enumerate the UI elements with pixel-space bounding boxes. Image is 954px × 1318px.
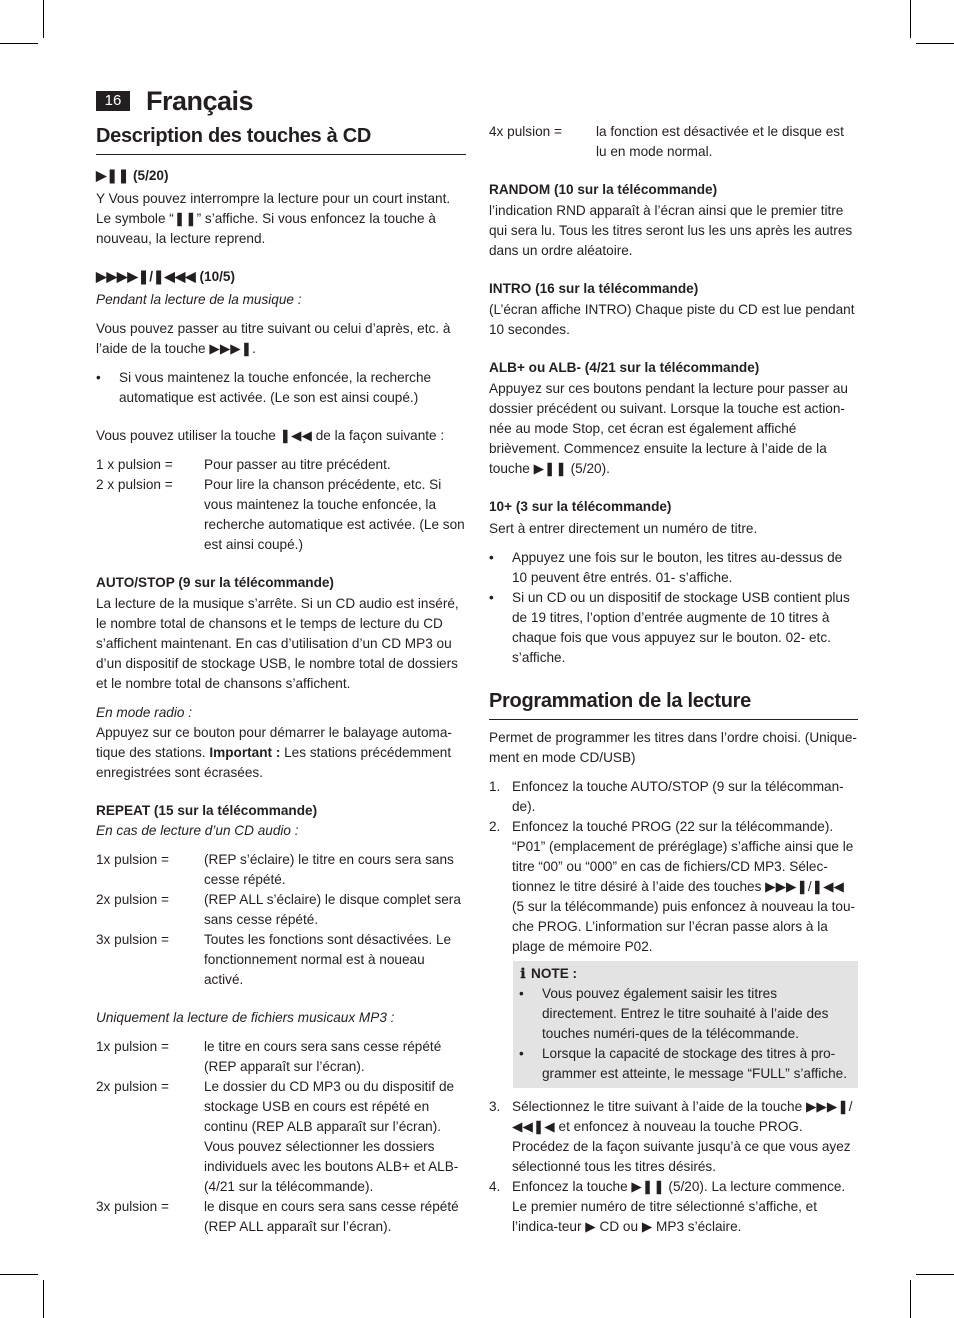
note-box	[513, 961, 858, 1088]
mp3-italic: Uniquement la lecture de fichiers musicaux MP3 :	[96, 1010, 395, 1025]
radio-text: Appuyez sur ce bouton pour démarrer le balayage automa-tique des stations. Important : Les stations précédemment enregistrées sont écrasées.	[96, 725, 452, 780]
right-column	[489, 122, 858, 1237]
intro-text: (L’écran affiche INTRO) Chaque piste du CD est lue pendant 10 secondes.	[489, 302, 855, 337]
repeat-italic: En cas de lecture d’un CD audio :	[96, 823, 299, 838]
repeat-heading: REPEAT (15 sur la télécommande)	[96, 803, 318, 818]
random-heading: RANDOM (10 sur la télécommande)	[489, 182, 718, 197]
table-row: 1 x pulsion = Pour passer au titre précédent.	[96, 457, 391, 472]
list-item: • Appuyez une fois sur le bouton, les titres au-dessus de 10 peuvent être entrés. 01- s’affiche.	[489, 550, 843, 585]
table-row: 1x pulsion = le titre en cours sera sans cesse répété (REP apparaît sur l’écran).	[96, 1039, 442, 1074]
crop-mark	[43, 1280, 44, 1318]
crop-mark	[43, 0, 44, 38]
page-number: 16	[96, 91, 130, 111]
table-row: 2 x pulsion = Pour lire la chanson précédente, etc. Si vous maintenez la touche enfoncée, la recherche automatique est activée. (Le son est ainsi coupé.)	[96, 477, 465, 552]
info-icon: ℹ	[520, 966, 526, 981]
radio-italic: En mode radio :	[96, 705, 192, 720]
intro-heading: INTRO (16 sur la télécommande)	[489, 281, 699, 296]
list-item: • Vous pouvez également saisir les titres directement. Entrez le titre souhaité à l’aide des touches numéri-ques de la télécommande.	[519, 986, 829, 1041]
left-column	[96, 122, 466, 1237]
table-row: 3x pulsion = Toutes les fonctions sont désactivées. Le fonctionnement normal est à noueau activé.	[96, 932, 452, 987]
random-text: l’indication RND apparaît à l’écran ainsi que le premier titre qui sera lu. Tous les titres seront lus les uns après les autres dans un ordre aléatoire.	[489, 203, 853, 258]
crop-mark	[916, 43, 954, 44]
section-title-cd-keys: Description des touches à CD	[96, 122, 466, 155]
back-intro: Vous pouvez utiliser la touche ❚◀◀ de la façon suivante :	[96, 428, 445, 443]
list-item: 4. Enfoncez la touche ▶❚❚ (5/20). La lecture commence. Le premier numéro de titre sélectionné s’affiche, et l’indica-teur ▶ CD ou ▶ MP3 s’éclaire.	[489, 1179, 846, 1234]
play-pause-text: Y Vous pouvez interrompre la lecture pour un court instant. Le symbole “❚❚” s’affiche. Si vous enfoncez la touche à nouveau, la lecture reprend.	[96, 191, 451, 246]
list-item: • Si un CD ou un dispositif de stockage USB contient plus de 19 titres, l’option d’entrée augmente de 10 titres à chaque fois que vous appuyez sur le bouton. 02- etc. s’affiche.	[489, 590, 850, 665]
crop-mark	[0, 1274, 38, 1275]
table-row: 4x pulsion = la fonction est désactivée et le disque est lu en mode normal.	[489, 124, 844, 159]
table-row: 1x pulsion = (REP s’éclaire) le titre en cours sera sans cesse répété.	[96, 852, 454, 887]
table-row: 2x pulsion = Le dossier du CD MP3 ou du dispositif de stockage USB en cours est répété en continu (REP ALB apparaît sur l’écran). Vous pouvez sélectionner les dossiers individuels avec les boutons ALB+ et ALB- (4/21 sur la télécommande).	[96, 1079, 459, 1194]
list-item: • Si vous maintenez la touche enfoncée, la recherche automatique est activée. (Le son est ainsi coupé.)	[96, 370, 432, 405]
list-item: • Lorsque la capacité de stockage des titres à pro-grammer est atteinte, le message “FULL” s’affiche.	[519, 1046, 847, 1081]
ten-plus-heading: 10+ (3 sur la télécommande)	[489, 499, 672, 514]
section-title-programming: Programmation de la lecture	[489, 687, 858, 720]
crop-mark	[910, 0, 911, 38]
crop-mark	[910, 1280, 911, 1318]
skip-heading: ▶▶▶▶❚/❚◀◀◀ (10/5)	[96, 269, 236, 284]
note-heading: ℹ NOTE :	[519, 964, 852, 984]
ten-plus-text: Sert à entrer directement un numéro de titre.	[489, 521, 758, 536]
alb-heading: ALB+ ou ALB- (4/21 sur la télécommande)	[489, 360, 760, 375]
auto-stop-text: La lecture de la musique s’arrête. Si un CD audio est inséré, le nombre total de chansons et le temps de lecture du CD s’affichent maintenant. En cas d’utilisation d’un CD MP3 ou d’un dispositif de stockage USB, le nombre total de dossiers et le nombre total de chansons s’affichent.	[96, 596, 459, 691]
list-item: 1. Enfoncez la touche AUTO/STOP (9 sur la télécomman-de).	[489, 779, 844, 814]
alb-text: Appuyez sur ces boutons pendant la lecture pour passer au dossier précédent ou suivant. Lorsque la touche est action-née au mode Stop, cet écran est également affiché brièvement. Commencez ensuite la lecture à l’aide de la touche ▶❚❚ (5/20).	[489, 381, 848, 476]
auto-stop-heading: AUTO/STOP (9 sur la télécommande)	[96, 575, 334, 590]
prog-intro: Permet de programmer les titres dans l’ordre choisi. (Unique-ment en mode CD/USB)	[489, 730, 857, 765]
crop-mark	[0, 43, 38, 44]
list-item: 3. Sélectionnez le titre suivant à l’aide de la touche ▶▶▶❚/◀◀❚◀ et enfoncez à nouveau la touche PROG. Procédez de la façon suivante jusqu’à ce que vous ayez sélectionné tous les titres désirés.	[489, 1099, 853, 1174]
skip-italic: Pendant la lecture de la musique :	[96, 292, 302, 307]
play-pause-heading: ▶❚❚ (5/20)	[96, 168, 169, 183]
page-language-title: Français	[146, 86, 254, 116]
table-row: 2x pulsion = (REP ALL s’éclaire) le disque complet sera sans cesse répété.	[96, 892, 461, 927]
table-row: 3x pulsion = le disque en cours sera sans cesse répété (REP ALL apparaît sur l’écran).	[96, 1199, 459, 1234]
crop-mark	[916, 1274, 954, 1275]
skip-text: Vous pouvez passer au titre suivant ou celui d’après, etc. à l’aide de la touche ▶▶▶❚.	[96, 321, 451, 356]
list-item: 2. Enfoncez la touché PROG (22 sur la télécommande). “P01” (emplacement de préréglage) s’affiche ainsi que le titre “00” ou “000” en cas de fichiers/CD MP3. Sélec-tionnez le titre désiré à l’aide des touches ▶▶▶❚/❚◀◀ (5 sur la télécommande) puis enfoncez à nouveau la tou-che PROG. L’information sur l’écran passe alors à la plage de mémoire P02.	[489, 819, 856, 954]
